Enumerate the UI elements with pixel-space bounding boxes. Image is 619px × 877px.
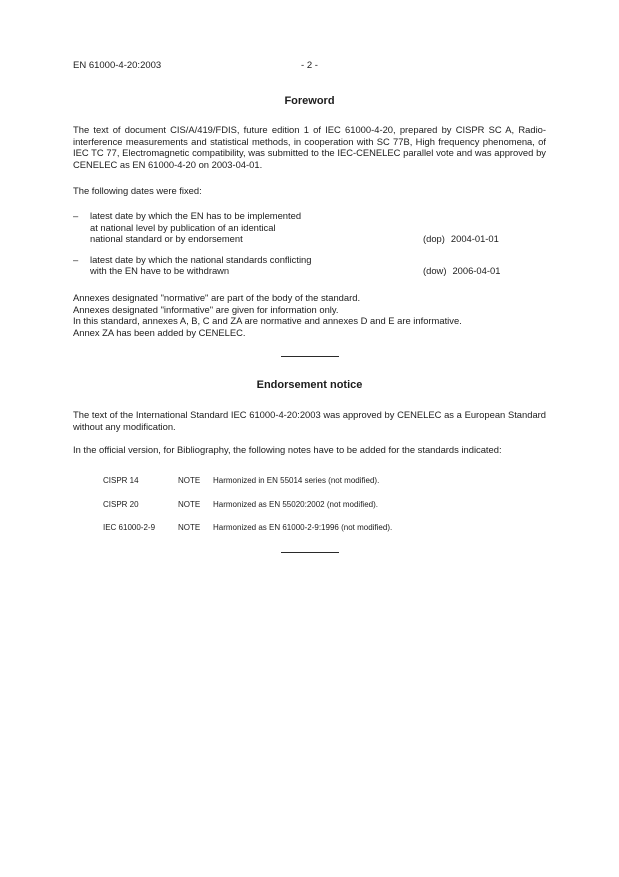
annex-line: Annexes designated "informative" are given for information only. — [73, 303, 339, 315]
date-item-dow — [73, 254, 546, 277]
note-standard: IEC 61000-2-9 — [103, 523, 156, 533]
dow-value: 2006-04-01 — [452, 265, 501, 277]
page-content — [73, 0, 546, 553]
date-item-text-line: latest date by which the national standards conflicting — [90, 253, 312, 265]
dow-label: (dow) — [423, 265, 447, 277]
endorsement-paragraph: The text of the International Standard IEC 61000-4-20:2003 was approved by CENELEC as a European Standard without any modification. — [73, 409, 546, 432]
dash-bullet: – — [73, 209, 79, 221]
foreword-paragraph: The text of document CIS/A/419/FDIS, future edition 1 of IEC 61000-4-20, prepared by CISPR SC A, Radio-interference measurements and statistical methods, in cooperation with SC 77B, High frequency phenomena, of IEC TC 77, Electromagnetic compatibility, was submitted to the IEC-CENELEC parallel vote and was approved by CENELEC as EN 61000-4-20 on 2003-04-01. — [73, 124, 546, 170]
dop-label: (dop) — [423, 233, 445, 245]
bibliography-paragraph: In the official version, for Bibliography, the following notes have to be added for the standards indicated: — [73, 443, 502, 455]
page-number: - 2 - — [301, 60, 318, 71]
foreword-title: Foreword — [284, 95, 335, 107]
dop-value: 2004-01-01 — [450, 233, 499, 245]
note-label: NOTE — [178, 500, 201, 510]
note-text: Harmonized as EN 55020:2002 (not modified). — [213, 500, 378, 510]
date-item-text-line: latest date by which the EN has to be implemented — [90, 209, 302, 221]
page-header — [73, 60, 546, 72]
note-standard: CISPR 14 — [103, 476, 139, 486]
annex-line: In this standard, annexes A, B, C and ZA are normative and annexes D and E are informative. — [73, 315, 462, 327]
annex-line: Annexes designated "normative" are part of the body of the standard. — [73, 291, 361, 303]
section-divider — [281, 356, 339, 357]
date-item-text-line: with the EN have to be withdrawn — [90, 265, 230, 277]
date-item-text-line: national standard or by endorsement — [90, 233, 243, 245]
dash-bullet: – — [73, 253, 79, 265]
section-divider — [281, 552, 339, 553]
note-standard: CISPR 20 — [103, 500, 139, 510]
note-label: NOTE — [178, 476, 201, 486]
dop-date — [423, 233, 499, 245]
dow-date — [423, 265, 500, 277]
annexes-note — [73, 292, 546, 338]
annex-line: Annex ZA has been added by CENELEC. — [73, 326, 246, 338]
note-row — [73, 523, 546, 533]
endorsement-title: Endorsement notice — [256, 379, 363, 392]
note-label: NOTE — [178, 523, 201, 533]
note-row — [73, 476, 546, 486]
doc-reference: EN 61000-4-20:2003 — [73, 60, 162, 71]
dates-intro: The following dates were fixed: — [73, 185, 202, 197]
note-text: Harmonized as EN 61000-2-9:1996 (not modified). — [213, 523, 393, 533]
date-item-text-line: at national level by publication of an identical — [90, 221, 276, 233]
note-text: Harmonized in EN 55014 series (not modified). — [213, 476, 380, 486]
date-item-dop — [73, 210, 546, 245]
note-row — [73, 500, 546, 510]
